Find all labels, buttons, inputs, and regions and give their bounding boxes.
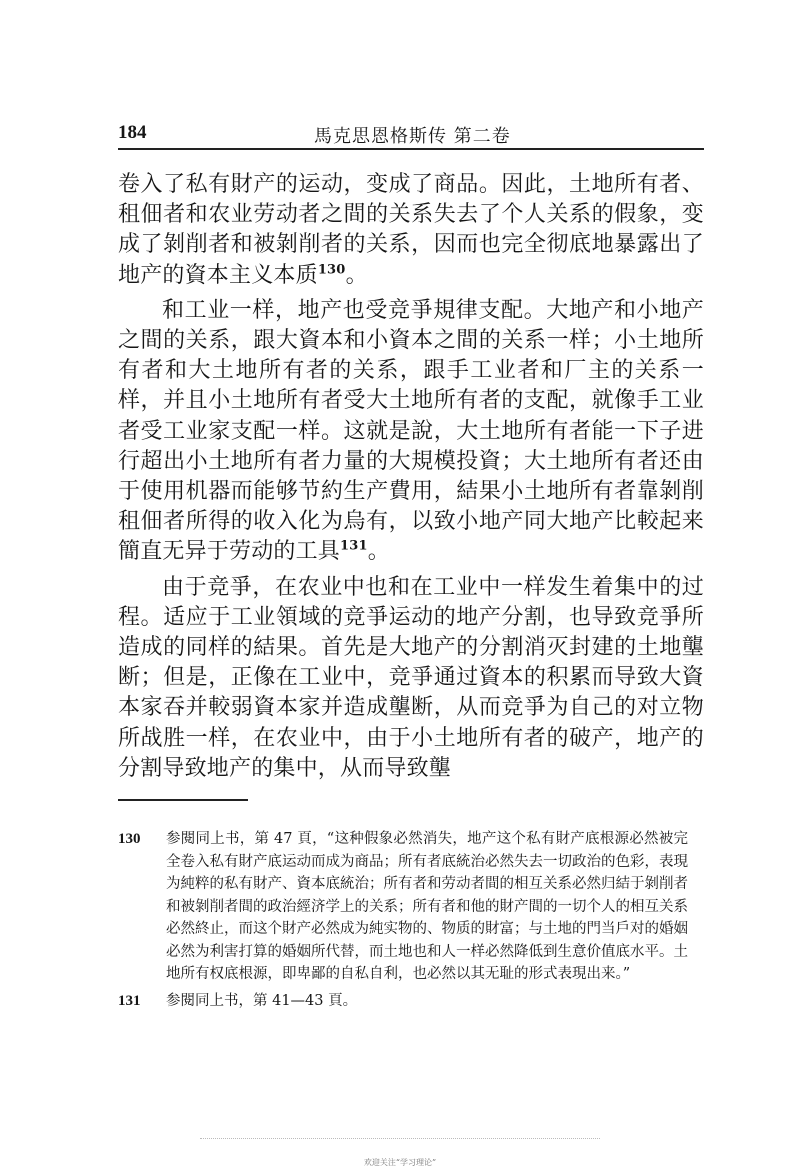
footnote — [118, 828, 688, 986]
scan-artifact — [200, 1138, 600, 1141]
header-rule — [118, 148, 704, 150]
paragraph — [118, 296, 704, 568]
running-title: 馬克思恩格斯传 第二卷 — [314, 126, 511, 147]
page-number: 184 — [118, 122, 147, 143]
paragraph-text: 由于竞爭，在农业中也和在工业中一样发生着集中的过程。适应于工业領域的竞爭运动的地产分割，也导致竞爭所造成的同样的結果。首先是大地产的分割消灭封建的土地壟断；但是，正像在工业中，竞爭通过資本的积累而导致大資本家吞并較弱資本家并造成壟断，从而竞爭为自己的对立物所战胜一样，在农业中，由于小土地所有者的破产，地产的分割导致地产的集中，从而导致壟 — [118, 574, 704, 781]
footnote-number: 131 — [118, 992, 141, 1009]
paragraph — [118, 573, 704, 784]
bottom-watermark: 欢迎关注“学习理论” — [363, 1158, 437, 1167]
footnote-text: 参閱同上书，第 47 頁，“这种假象必然消失，地产这个私有財产底根源必然被完全卷入私有財产底运动而成为商品；所有者底統治必然失去一切政治的色彩，表現为純粹的私有財产、資本底統治；所有者和劳动者間的相互关系必然归結于剝削者和被剝削者間的政治經济学上的关系；所有者和他的財产間的一切个人的相互关系必然終止，而这个財产必然成为純实物的、物质的財富；与土地的門当戶对的婚姻必然为利害打算的婚姻所代替，而土地也和人一样必然降低到生意价值底水平。土地所有权底根源，即卑鄙的自私自利，也必然以其无耻的形式表現出来。” — [166, 831, 688, 982]
footnote-number: 130 — [118, 831, 141, 847]
page-header — [118, 110, 704, 150]
footnote-ref[interactable]: 131 — [340, 539, 368, 555]
paragraph-text: 和工业一样，地产也受竞爭規律支配。大地产和小地产之間的关系，跟大資本和小資本之間的关系一样；小土地所有者和大土地所有者的关系，跟手工业者和厂主的关系一样，并且小土地所有者受大土地所有者的支配，就像手工业者受工业家支配一样。这就是說，大土地所有者能一下子进行超出小土地所有者力量的大規模投資；大土地所有者还由于使用机器而能够节約生产費用，結果小土地所有者靠剝削租佃者所得的收入化为烏有，以致小地产同大地产比較起来簡直无异于劳动的工具 — [118, 297, 704, 565]
footnote-rule — [118, 799, 248, 801]
footnote — [118, 990, 688, 1013]
footnote-text: 参閱同上书，第 41—43 頁。 — [166, 992, 358, 1009]
body-text — [118, 170, 704, 789]
paragraph-text: 卷入了私有財产的运动，变成了商品。因此，土地所有者、租佃者和农业劳动者之間的关系失去了个人关系的假象，变成了剝削者和被剝削者的关系，因而也完全彻底地暴露出了地产的資本主义本质 — [118, 172, 704, 288]
paragraph — [118, 170, 704, 291]
footnote-ref[interactable]: 130 — [317, 262, 346, 278]
paragraph-tail: 。 — [345, 262, 368, 288]
footnotes — [118, 828, 688, 1016]
paragraph-tail: 。 — [367, 539, 390, 565]
